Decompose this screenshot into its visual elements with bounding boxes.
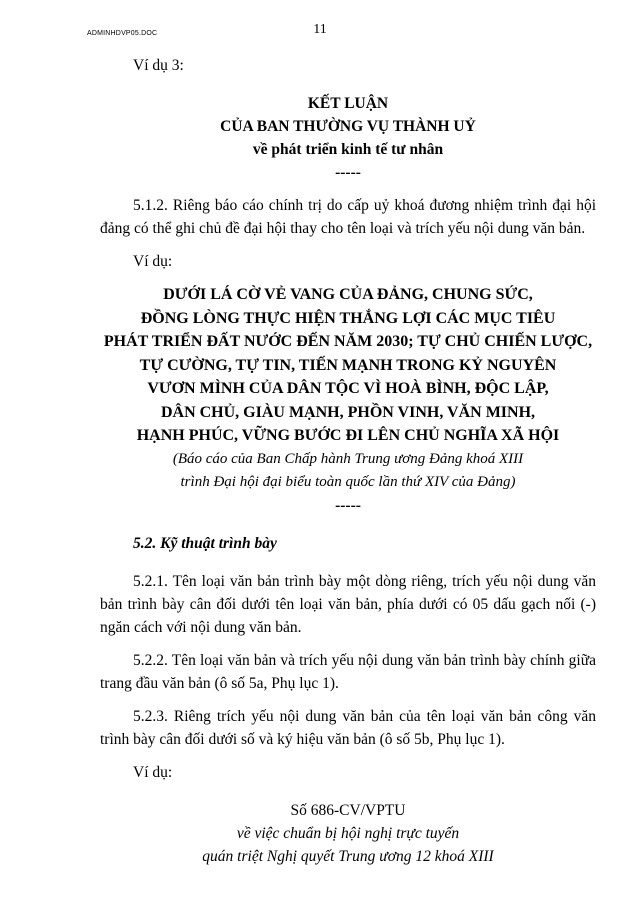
congress-theme-line: PHÁT TRIỂN ĐẤT NƯỚC ĐẾN NĂM 2030; TỰ CHỦ CHIẾN LƯỢC, xyxy=(103,333,593,350)
example-label: Ví dụ: xyxy=(133,763,173,781)
conclusion-issuer: CỦA BAN THƯỜNG VỤ THÀNH UỶ xyxy=(220,118,476,135)
congress-theme-line: TỰ CƯỜNG, TỰ TIN, TIẾN MẠNH TRONG KỶ NGUYÊN xyxy=(139,356,557,374)
example-label: Ví dụ: xyxy=(133,253,173,270)
file-name: ADMINHDVP05.DOC xyxy=(87,30,158,37)
document-number: Số 686-CV/VPTU xyxy=(290,801,406,819)
congress-theme-line: VƯƠN MÌNH CỦA DÂN TỘC VÌ HOÀ BÌNH, ĐỘC LẬP, xyxy=(147,380,549,397)
divider: ----- xyxy=(335,164,361,181)
section-5-2-heading: 5.2. Kỹ thuật trình bày xyxy=(133,534,277,552)
congress-theme-line: DƯỚI LÁ CỜ VẺ VANG CỦA ĐẢNG, CHUNG SỨC, xyxy=(163,286,533,303)
document-summary: về việc chuẩn bị hội nghị trực tuyến xyxy=(236,824,460,842)
paragraph-5-2-2: 5.2.2. Tên loại văn bản và trích yếu nội dung văn bản trình bày chính giữa trang đầu văn bản (ô số 5a, Phụ lục 1). xyxy=(100,651,596,692)
document-summary: quán triệt Nghị quyết Trung ương 12 khoá XIII xyxy=(202,847,494,865)
example-3-label: Ví dụ 3: xyxy=(133,57,184,74)
conclusion-title: KẾT LUẬN xyxy=(307,95,389,112)
paragraph-5-2-3: 5.2.3. Riêng trích yếu nội dung văn bản của tên loại văn bản công văn trình bày cân đối dưới số và ký hiệu văn bản (ô số 5b, Phụ lục 1). xyxy=(100,707,596,748)
document-body xyxy=(100,54,596,868)
congress-theme-title xyxy=(100,283,596,448)
report-note: (Báo cáo của Ban Chấp hành Trung ương Đảng khoá XIII xyxy=(172,450,524,467)
congress-theme-line: HẠNH PHÚC, VỮNG BƯỚC ĐI LÊN CHỦ NGHĨA XÃ HỘI xyxy=(136,427,560,444)
congress-theme-line: ĐỒNG LÒNG THỰC HIỆN THẮNG LỢI CÁC MỤC TIÊU xyxy=(140,309,556,327)
paragraph-5-2-1: 5.2.1. Tên loại văn bản trình bày một dòng riêng, trích yếu nội dung văn bản trình bày cân đối dưới tên loại văn bản, phía dưới có 05 dấu gạch nối (-) ngăn cách với nội dung văn bản. xyxy=(100,572,596,636)
conclusion-subtitle: về phát triển kinh tế tư nhân xyxy=(252,141,444,158)
page-number: 11 xyxy=(313,22,327,37)
divider: ----- xyxy=(335,496,361,514)
paragraph-5-1-2: 5.1.2. Riêng báo cáo chính trị do cấp uỷ khoá đương nhiệm trình đại hội đảng có thể ghi chủ đề đại hội thay cho tên loại và trích yếu nội dung văn bản. xyxy=(100,197,596,237)
congress-theme-line: DÂN CHỦ, GIÀU MẠNH, PHỒN VINH, VĂN MINH, xyxy=(160,403,536,421)
report-note: trình Đại hội đại biểu toàn quốc lần thứ XIV của Đảng) xyxy=(180,473,516,490)
